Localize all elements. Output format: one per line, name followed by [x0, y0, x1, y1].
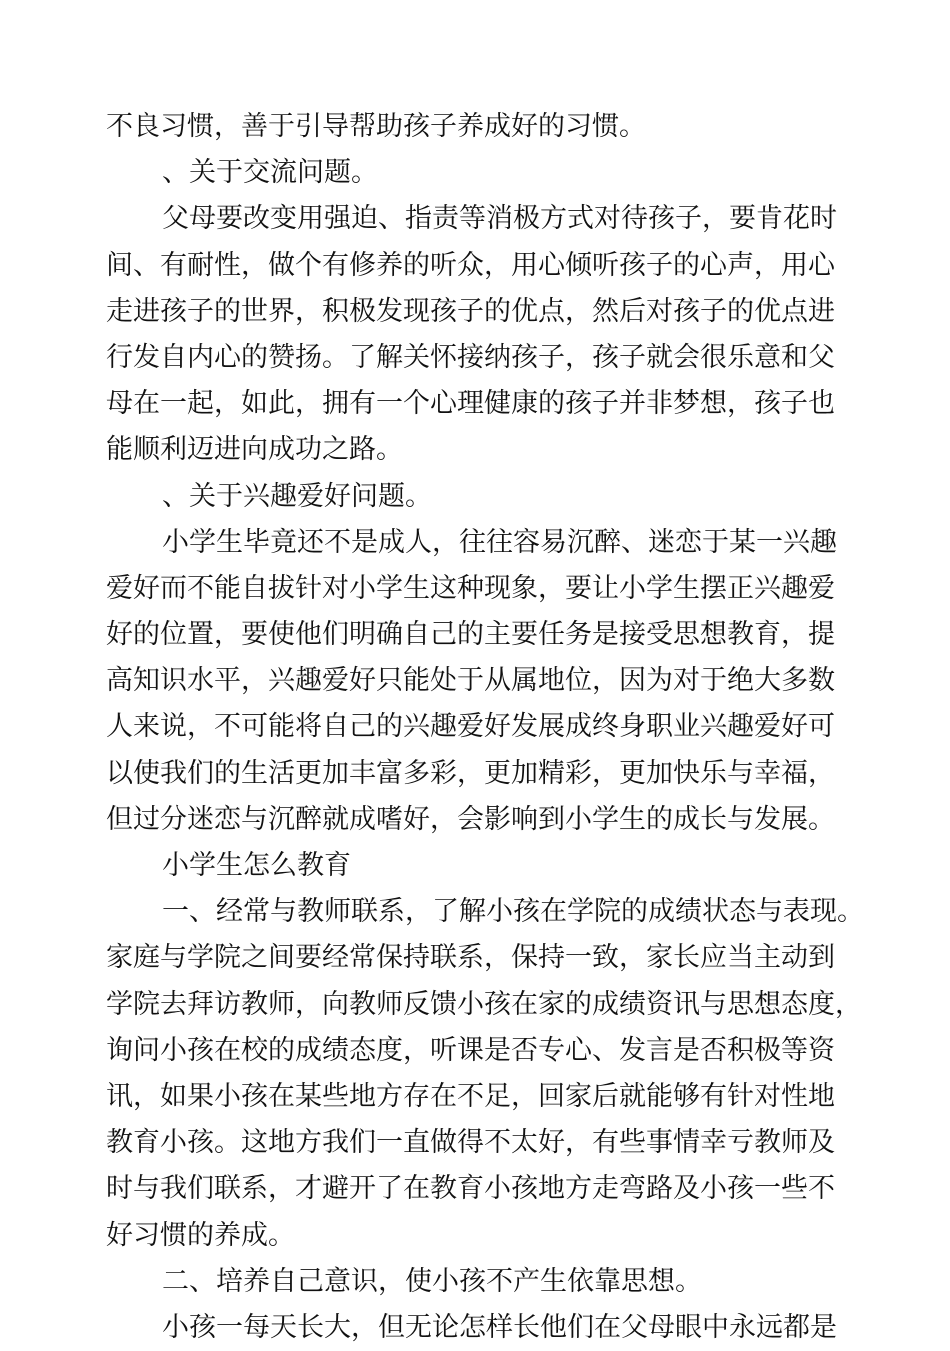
text-line: 时与我们联系，才避开了在教育小孩地方走弯路及小孩一些不: [106, 1173, 835, 1205]
text-line: 询问小孩在校的成绩态度，听课是否专心、发言是否积极等资: [106, 1034, 835, 1066]
text-line: 学院去拜访教师，向教师反馈小孩在家的成绩资讯与思想态度，: [106, 988, 862, 1020]
text-line: 家庭与学院之间要经常保持联系，保持一致，家长应当主动到: [106, 942, 835, 974]
text-line: 走进孩子的世界，积极发现孩子的优点，然后对孩子的优点进: [106, 295, 835, 327]
text-line: 父母要改变用强迫、指责等消极方式对待孩子，要肯花时: [162, 203, 837, 235]
text-line: 好习惯的养成。: [106, 1219, 295, 1251]
text-line: 高知识水平，兴趣爱好只能处于从属地位，因为对于绝大多数: [106, 665, 835, 697]
text-line: 能顺利迈进向成功之路。: [106, 434, 403, 466]
text-line: 、关于兴趣爱好问题。: [162, 480, 432, 512]
text-line: 好的位置，要使他们明确自己的主要任务是接受思想教育，提: [106, 619, 835, 651]
text-line: 一、经常与教师联系，了解小孩在学院的成绩状态与表现。: [162, 896, 864, 928]
text-line: 二、培养自己意识，使小孩不产生依靠思想。: [162, 1265, 702, 1297]
text-line: 讯，如果小孩在某些地方存在不足，回家后就能够有针对性地: [106, 1080, 835, 1112]
text-line: 小孩一每天长大，但无论怎样长他们在父母眼中永远都是: [162, 1311, 837, 1343]
text-line: 以使我们的生活更加丰富多彩，更加精彩，更加快乐与幸福，: [106, 757, 835, 789]
text-line: 母在一起，如此，拥有一个心理健康的孩子并非梦想，孩子也: [106, 388, 835, 420]
text-line: 、关于交流问题。: [162, 157, 378, 189]
section-heading: 小学生怎么教育: [162, 850, 351, 881]
text-line: 教育小孩。这地方我们一直做得不太好，有些事情幸亏教师及: [106, 1127, 835, 1159]
document-body: [106, 104, 866, 1351]
text-line: 小学生毕竟还不是成人，往往容易沉醉、迷恋于某一兴趣: [162, 526, 837, 558]
text-line: 爱好而不能自拔针对小学生这种现象，要让小学生摆正兴趣爱: [106, 572, 835, 604]
text-line: 不良习惯，善于引导帮助孩子养成好的习惯。: [106, 111, 646, 142]
text-line: 间、有耐性，做个有修养的听众，用心倾听孩子的心声，用心: [106, 249, 835, 281]
text-line: 人来说，不可能将自己的兴趣爱好发展成终身职业兴趣爱好可: [106, 711, 835, 743]
text-line: 行发自内心的赞扬。了解关怀接纳孩子，孩子就会很乐意和父: [106, 341, 835, 373]
text-line: 但过分迷恋与沉醉就成嗜好，会影响到小学生的成长与发展。: [106, 803, 835, 835]
